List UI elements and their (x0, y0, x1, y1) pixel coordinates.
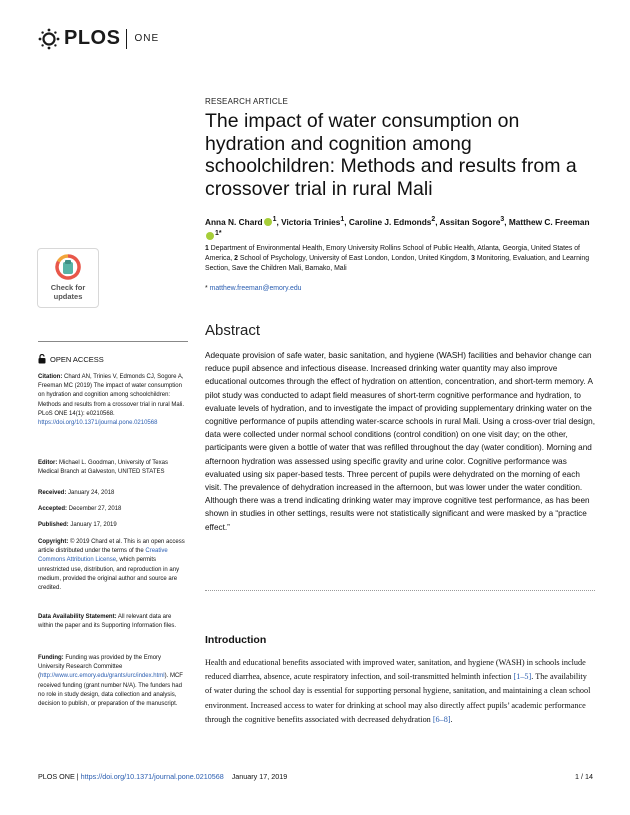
footer-doi-link[interactable]: https://doi.org/10.1371/journal.pone.0210568 (80, 772, 224, 781)
author-affil-mark: 2 (431, 216, 436, 223)
email-link[interactable]: matthew.freeman@emory.edu (207, 285, 302, 292)
check-for-updates-icon (55, 254, 81, 280)
introduction-heading: Introduction (205, 634, 267, 646)
author-list (205, 214, 595, 242)
affil-text: School of Psychology, University of East London, London, United Kingdom, (237, 255, 472, 262)
data-availability-label: Data Availability Statement: (38, 614, 117, 620)
introduction-text (205, 656, 595, 727)
received-label: Received: (38, 490, 67, 496)
section-divider (205, 590, 595, 591)
accepted-block (38, 505, 188, 514)
citation-doi-link[interactable]: https://doi.org/10.1371/journal.pone.0210568 (38, 420, 158, 427)
author-name[interactable]: Anna N. Chard (205, 216, 263, 227)
published-label: Published: (38, 522, 69, 528)
copyright-block (38, 538, 188, 593)
article-title: The impact of water consumption on hydration and cognition among schoolchildren: Methods and results from a crossover trial in rural Mali (205, 110, 577, 200)
published-block (38, 521, 188, 530)
accepted-label: Accepted: (38, 506, 68, 512)
author-name[interactable]: , Caroline J. Edmonds (344, 216, 432, 227)
accepted-date: December 27, 2018 (67, 506, 122, 512)
reference-link[interactable]: [1–5] (513, 672, 532, 682)
open-access-text: OPEN ACCESS (50, 354, 104, 364)
article-type: RESEARCH ARTICLE (205, 97, 289, 106)
abstract-heading: Abstract (205, 322, 261, 339)
affil-text: Department of Environmental Health, Emory University Rollins School of Public Health, Atlanta, Georgia, United States of America, (205, 245, 580, 262)
author-affil-mark: 1 (340, 216, 345, 223)
page-footer (38, 772, 593, 781)
copyright-text: © 2019 Chard et al. This is an open access article distributed under the terms of the (38, 539, 185, 555)
footer-separator: | (74, 772, 81, 781)
footer-date: January 17, 2019 (231, 772, 288, 781)
journal-sub-name: ONE (134, 33, 160, 44)
funding-block (38, 654, 188, 709)
cc-license-link[interactable]: Creative Commons Attribution License (38, 548, 168, 564)
footer-page-number: 1 / 14 (575, 772, 593, 781)
author-affil-mark: 1 (215, 229, 219, 237)
editor-text: Michael L. Goodman, University of Texas Medical Branch at Galveston, UNITED STATES (38, 460, 168, 476)
open-lock-icon (38, 354, 46, 364)
affil-number: 1 (205, 245, 209, 252)
editor-block (38, 459, 188, 477)
plos-brand-text: PLOS (64, 27, 121, 49)
corresponding-email (205, 285, 302, 292)
citation-block (38, 373, 188, 428)
author-name[interactable]: , Assitan Sogore (435, 216, 501, 227)
intro-text: . The availability of water during the school day is essential for supporting personal hygiene, sanitation, and maintaining a clean school environment. Increased access to water for drinking at school may also directly affect pupils’ academic performance through the cognitive benefits associated with decreased dehydration (205, 672, 591, 724)
reference-link[interactable]: [6–8] (432, 714, 451, 724)
citation-label: Citation: (38, 374, 63, 380)
intro-text: Health and educational benefits associated with improved water, sanitation, and hygiene (WASH) in schools include reduced diarrhea, absence, acute respiratory infection, and soil-transmitted helminth infection (205, 658, 586, 682)
editor-label: Editor: (38, 460, 58, 466)
author-name[interactable]: , Victoria Trinies (276, 216, 341, 227)
funding-label: Funding: (38, 655, 64, 661)
author-affil-mark: 3 (500, 216, 505, 223)
corresponding-star: * (205, 285, 208, 292)
orcid-icon[interactable] (206, 232, 214, 240)
data-availability-text: All relevant data are within the paper and its Supporting Information files. (38, 614, 177, 630)
orcid-icon[interactable] (264, 218, 272, 226)
data-availability-block (38, 613, 188, 631)
author-affil-mark: 1 (272, 216, 277, 223)
affil-number: 3 (471, 255, 475, 262)
open-access-label (38, 354, 104, 364)
funding-text: Funding was provided by the Emory University Research Committee ( (38, 655, 162, 680)
check-for-updates-label: Check for updates (50, 283, 86, 301)
author-name[interactable]: , Matthew C. Freeman (504, 216, 590, 227)
copyright-label: Copyright: (38, 539, 69, 545)
corresponding-author-mark: * (218, 229, 222, 237)
plos-logo-mark-icon (38, 28, 60, 50)
citation-text: Chard AN, Trinies V, Edmonds CJ, Sogore A, Freeman MC (2019) The impact of water consumption on hydration and cognition among schoolchildren: Methods and results from a crossover trial in rural Mali. PLoS ONE 14(1): e0210568. (38, 374, 185, 417)
abstract-text: Adequate provision of safe water, basic sanitation, and hygiene (WASH) facilities and behavior change can reduce pupil absence and infectious disease. Increased drinking water quantity may also improve educational outcomes through the effect of hydration on attention, concentration, and short-term memory. A pilot study was conducted to adapt field measures of short-term cognitive performance and hydration, to evaluate levels of hydration, and to investigate the impact of providing supplementary drinking water on the cognitive performance of pupils attending water-scarce schools in rural Mali. Using a cross-over trial design, data were collected under normal school conditions (control condition) on one visit day; on the other, participants were given a bottle of water that was refilled throughout the day (water condition). Morning and afternoon hydration was assessed using specific gravity and urine color. Cognitive performance was evaluated using six paper-based tests. Three percent of pupils were dehydrated on the morning of each visit. The prevalence of dehydration increased in the afternoon, but was lower under the water condition. Although there was a trend indicating drinking water may improve cognitive test performance, as has been shown in studies in other settings, results were not statistically significant and were masked by a “practice effect.” (205, 351, 595, 532)
footer-journal: PLOS ONE (38, 772, 75, 781)
affil-number: 2 (234, 255, 238, 262)
funding-link[interactable]: http://www.urc.emory.edu/grants/urc/index.html (40, 673, 165, 680)
funding-text-end: ). MCF received funding (grant number N/A). The funders had no role in study design, data collection and analysis, decision to publish, or preparation of the manuscript. (38, 673, 183, 708)
check-for-updates-badge[interactable] (37, 248, 99, 308)
logo-divider (126, 29, 127, 49)
received-block (38, 489, 188, 498)
affiliations (205, 244, 605, 274)
copyright-text-end: , which permits unrestricted use, distribution, and reproduction in any medium, provided the original author and source are credited. (38, 557, 180, 592)
published-date: January 17, 2019 (68, 522, 117, 528)
affil-text: Monitoring, Evaluation, and Learning Section, Save the Children Mali, Bamako, Mali (205, 255, 590, 272)
received-date: January 24, 2018 (66, 490, 115, 496)
sidebar-divider (38, 341, 188, 342)
intro-text: . (450, 714, 453, 724)
plos-one-logo (38, 27, 159, 50)
footer-left (38, 772, 287, 781)
